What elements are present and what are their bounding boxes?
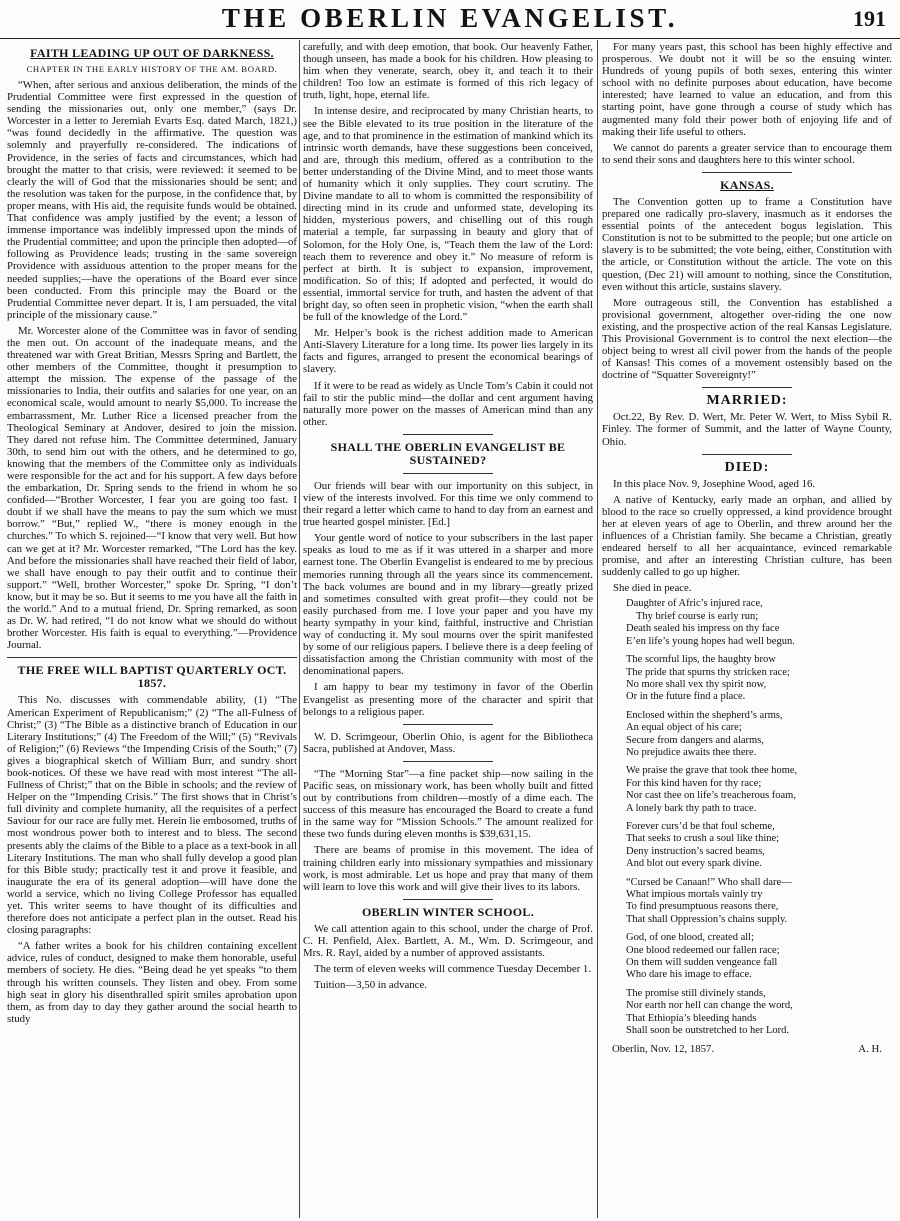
poem-line: Enclosed within the shepherd’s arms, (626, 709, 783, 721)
poem-line: Who dare his image to efface. (626, 969, 752, 981)
poem-stanza (626, 710, 892, 760)
masthead (0, 0, 900, 39)
poem-line: What impious mortals vainly try (626, 889, 763, 900)
newspaper-title: THE OBERLIN EVANGELIST. (221, 3, 679, 33)
paragraph: Tuition—3,50 in advance. (314, 979, 427, 992)
place-date: Oberlin, Nov. 12, 1857. (612, 1043, 715, 1056)
divider (403, 899, 493, 900)
paragraph: The Convention gotten up to frame a Constitution have prepared one radically pro-slavery, inasmuch as it endorses the essential points of the antecedent bogus legislation. This Constitution is not to be submitted to the people; but one article on slavery is to be submitted; the vote being, either, Constitution with the article, or Constitution without the article. The vote on this question, (Dec 21) will amount to nothing, since the Constitution, even without this article, sustains slavery. (602, 195, 892, 293)
section-title-died: DIED: (724, 459, 770, 475)
poem-line: The pride that spurns thy stricken race; (626, 666, 790, 678)
poem-line: No more shall vex thy spirit now, (626, 678, 767, 690)
paragraph: Your gentle word of notice to your subscribers in the last paper speaks as loud to me as if it was uttered in a sharper and more earnest tone. The Oberlin Evangelist is endeared to me by precious memories running through all the years since its commencement. The back volumes are bound and in my library—greatly prized and sometimes consulted with great profit—they could not be easily purchased from me. I love your paper and you have my hearty sympathy in your kind, faithful, instructive and Christian way of conducting it. My soul mourns over the spirit manifested by some of our religious papers. I believe there is a deep feeling of dissatisfaction among the Christian community with most of the denominational papers. (303, 532, 593, 678)
divider (403, 761, 493, 762)
poem-line: For this kind haven for thy race; (626, 777, 762, 789)
poem-line: That seeks to crush a soul like thine; (626, 833, 780, 845)
paragraph: Mr. Worcester alone of the Committee was in favor of sending the men out. On account of the inadequate means, and the threatened war with Great Britian, Messrs Spring and Bartlett, the other members of the Committee, thought it presumption to attempt the mission. The expense of the passage of the missionaries to India, their outfits and salaries for one year, on an economical scale, would amount to nearly $5,000. To increase the embarrassment, Mr. Luther Rice a licensed preacher from the Theological Seminary at Andover, desired to join the mission. They dared not refuse him. The Committee determined, January 30th, to send him out with the others, and he determined to go, knowing that the members of the Committee only as individuals were responsible for the act and for his support. A few days before the embarkation, Dr. Spring sends to the friend in whom he so confided—“Brother Worcester, I fear you are going too fast. I doubt if we shall have the means to pay the sum which we must borrow.” “But,” replied W., “there is money enough in the churches.” To which S. rejoined—“I know that very well. But how can we get at it? Mr. Worcester remarked, “The Lord has the key. And before the missionaries shall have reached their field of labor, we shall have enough to pay their outfit and to continue their support.” “Well, brother Worcester,” spoke Dr. Spring, “I don’t know, but it may be so. But it seems to me you have all the faith in the world.” And to a mutual friend, Dr. Spring remarked, as soon as Dr. W. had retired, “I do not know what we should do without brother Worcester. His faith is equal to everything.”—Providence Journal. (7, 324, 297, 652)
poem-line: God, of one blood, created all; (626, 932, 754, 944)
poem-line: That Ethiopia’s bleeding hands (626, 1012, 757, 1024)
paragraph: We call attention again to this school, under the charge of Prof. C. H. Penfield, Alex. Bartlett, A. M., Wm. D. Scrimgeour, and Mrs. R. Rayl, aided by a number of approved assistants. (303, 922, 593, 959)
poem-line: No prejudice awaits thee there. (626, 746, 757, 758)
poem-line: Daughter of Afric’s injured race, (626, 598, 763, 610)
divider (403, 434, 493, 435)
poem-line: On them will sudden vengeance fall (626, 957, 778, 969)
poem (626, 598, 892, 1037)
divider (702, 454, 792, 455)
paragraph: carefully, and with deep emotion, that book. Our heavenly Father, though unseen, has made a book for his children. How pleasing to him when they venerate, search, obey it, and teach it to their children! Too low an estimate is formed of this rich legacy of truth, light, hope, eternal life. (303, 41, 593, 102)
article-title-kansas: KANSAS. (720, 177, 774, 192)
poem-stanza (626, 988, 892, 1038)
paragraph: For many years past, this school has been highly effective and prosperous. We doubt not it will be so the ensuing winter. Hundreds of young pupils of both sexes, entering this winter school with no definite purposes about education, have become interested; have learned to value an education, and from this starting point, have gone through a course of study which has augmented many fold their power both of enjoying life and of making their life useful to others. (602, 41, 892, 138)
poem-stanza (626, 598, 892, 648)
poem-line: A lonely bark thy path to trace. (626, 802, 757, 814)
poem-line: The promise still divinely stands, (626, 987, 766, 999)
signature-line (602, 1043, 892, 1055)
poem-line: Shall soon be outstretched to her Lord. (626, 1025, 790, 1037)
divider (7, 657, 297, 658)
poem-line: Or in the future find a place. (626, 691, 746, 703)
poem-stanza (626, 654, 892, 704)
poem-line: Thy brief course is early run; (636, 610, 759, 622)
paragraph: “When, after serious and anxious deliberation, the minds of the Prudential Committee were first expressed in the question of sending the missionaries out, only one member,” (says Dr. Worcester in a letter to Jeremiah Evarts Esq. dated March, 1821,) “was found decidedly in the affirmative. The question was solemnly and prayerfully re-considered. The indications of Providence, in the series of facts and circumstances, which had brought the matter to that crisis, were reviewed: it seemed to be clearly the will of God that the missionaries should be sent; and the resolution was taken for the purpose, in the confidence that, by proper means, with His aid, the requisite funds would be obtained. That confidence was amply justified by the event; a lesson of immense importance was indelibly impressed upon the minds of the Prudential committee; and upon the principle then adopted—of following as Providence leads; trusting in the same sovereign Providence with assiduous attention to the proper means for the needed supplies;—have the operations of the Board ever since been conducted. From this principle may the Board or the Prudential Committee never depart. It is, I am persuaded, the vital principle of the missionary cause.” (7, 79, 297, 321)
paragraph: There are beams of promise in this movement. The idea of training children early into missionary sympathies and missionary work, is most admirable. Let us hope and pray that many of them will learn to love this work and will give their lives to its labors. (303, 844, 593, 893)
poem-line: “Cursed be Canaan!” Who shall dare— (626, 876, 792, 888)
author-initials: A. H. (858, 1043, 882, 1056)
paragraph: In this place Nov. 9, Josephine Wood, aged 16. (613, 477, 816, 490)
poem-line: One blood redeemed our fallen race; (626, 944, 780, 956)
poem-line: Death sealed his impress on thy face (626, 623, 780, 635)
column-3 (602, 41, 892, 1219)
paragraph: “A father writes a book for his children containing excellent advice, rules of conduct, designed to make them honorable, useful members of society. He dies. “Being dead he yet speaks “to them through his written counsels. They listen and obey. From some high seat in glory his disenthralled spirit smiles aprobation upon them, as from day to day they gather around the social hearth to study (7, 940, 297, 1025)
divider (403, 473, 493, 474)
paragraph: A native of Kentucky, early made an orphan, and allied by blood to the race so cruelly oppressed, a kind providence brought her at eleven years of age to Oberlin, and threw around her the influences of a Christian family. She became a Christian, greatly endeared herself to all her acquaintance, evinced remarkable promise, and after an interesting Christian culture, has been suddenly called to go up higher. (602, 493, 892, 579)
divider (403, 724, 493, 725)
page-number: 191 (853, 6, 886, 31)
article-title-freewill: THE FREE WILL BAPTIST QUARTERLY OCT. 1857. (17, 663, 287, 691)
paragraph: If it were to be read as widely as Uncle Tom’s Cabin it could not fail to stir the public mind—the dollar and cent argument having naturally more power on the masses of American mind than any other. (303, 379, 593, 428)
article-subtitle-faith: CHAPTER IN THE EARLY HISTORY OF THE AM. BOARD. (26, 64, 278, 74)
poem-stanza (626, 877, 892, 927)
column-rule (597, 40, 598, 1218)
divider (702, 387, 792, 388)
paragraph: W. D. Scrimgeour, Oberlin Ohio, is agent for the Bibliotheca Sacra, published at Andover, Mass. (303, 730, 593, 755)
paragraph: We cannot do parents a greater service than to encourage them to send their sons and daughters here to this winter school. (602, 141, 892, 166)
poem-stanza (626, 765, 892, 815)
article-title-faith: FAITH LEADING UP OUT OF DARKNESS. (30, 46, 274, 60)
poem-stanza (626, 932, 892, 982)
article-title-shall: SHALL THE OBERLIN EVANGELIST BE SUSTAINED? (330, 439, 566, 467)
poem-line: The scornful lips, the haughty brow (626, 654, 776, 666)
divider (702, 172, 792, 173)
paragraph: I am happy to bear my testimony in favor of the Oberlin Evangelist as presenting more of the character and spirit that belongs to a religious paper. (303, 681, 593, 718)
poem-line: And blot out every spark divine. (626, 858, 762, 870)
poem-line: To find presumptuous reasons there, (626, 901, 779, 913)
poem-stanza (626, 821, 892, 871)
poem-line: Nor earth nor hell can change the word, (626, 1000, 793, 1012)
paragraph: This No. discusses with commendable ability, (1) “The American Experiment of Republicanism;” (2) “The all-Fulness of Christ;” (3) “The Bible as a distinctive branch of Education in our Literary Institutions;” (4) The Freedom of the Will;” (5) “Revivals of Religion;” (6) Reviews “the Impending Crisis of the South;” (7) gives a biographical sketch of William Burr, and sundry short book-notices. Of these we have read with most interest “The all-Fullness of Christ;” that on the Bible in schools; and the review of Helper on the “Impending Crisis.” The first shows that in Christ’s full divinity and complete humanity, all the requisites of a perfect Saviour for our race are fully met. Herein lie embosomed, truths of most wondrous power both to interest and to bless. The second presents ably the claims of the Bible to a place as a text-book in all Literary Institutions. The man who shall fully develop a good plan for this Bible study; practically test it and prove it feasible, and inaugurate the era of its general adoption—will have done the world a service, which no living College Professor has equalled yet. This writer seems to have thought of its difficulties and therefore does not anticipate a perfect plan in the outset. Read his closing paragraphs: (7, 694, 297, 937)
paragraph: She died in peace. (613, 582, 692, 595)
poem-line: An equal object of his care; (626, 722, 742, 734)
poem-line: Forever curs’d be that foul scheme, (626, 820, 775, 832)
paragraph: “The “Morning Star”—a fine packet ship—now sailing in the Pacific seas, on missionary work, has been wholly built and fitted out by contributions from children—mostly of a dime each. The success of this measure has encouraged the Board to create a fund in the same way for “Mission Schools.” The amount realized for these two funds during eleven months is $39,631,15. (303, 767, 593, 841)
poem-line: We praise the grave that took thee home, (626, 765, 798, 777)
poem-line: Deny instruction’s sacred beams, (626, 845, 765, 857)
article-title-school: OBERLIN WINTER SCHOOL. (361, 904, 535, 919)
column-2 (303, 41, 593, 1219)
poem-line: Secure from dangers and alarms, (626, 734, 764, 746)
section-title-married: MARRIED: (706, 393, 788, 409)
poem-line: E’en life’s young hopes had well begun. (626, 635, 795, 647)
paragraph: Oct.22, By Rev. D. Wert, Mr. Peter W. Wert, to Miss Sybil R. Finley. The former of Summit, and the latter of Wayne County, Ohio. (602, 411, 892, 448)
paragraph: Mr. Helper’s book is the richest addition made to American Anti-Slavery Literature for a long time. Its power lies largely in its facts and figures, arranged to present the economical bearings of slavery. (303, 327, 593, 376)
paragraph: The term of eleven weeks will commence Tuesday December 1. (314, 963, 592, 976)
poem-line: Nor cast thee on life’s treacherous foam, (626, 790, 796, 802)
paragraph: Our friends will bear with our importunity on this subject, in view of the interests involved. For this time we only commend to their regard a letter which came to hand to day from an earnest and true hearted gospel minister. [Ed.] (303, 479, 593, 529)
paragraph: More outrageous still, the Convention has established a provisional government, altogether over-riding the one now existing, and the prospective action of the real Kansas Legislature. This Provisional Government is to control the next election—the object being to wrest all civil power from the hands of the people of Kansas! This comes of a movement ostensibly based on the doctrine of “Squatter Sovereignty!” (602, 296, 892, 382)
paragraph: In intense desire, and reciprocated by many Christian hearts, to see the Bible elevated to its true position in the literature of the age, and to that prominence in the estimation of mankind which its intrinsic worth demands, have these suggestions been conceived, and are, through this medium, offered as a contribution to the better understanding of the Divine Mind, and to meet those wants of humanity which it only supplies. They court scrutiny. The Divine mandate to all to whom is committed the responsibility of directing mind in its crude and unformed state, developing its hidden, mysterious powers, and chiselling out of this rough material a temple, far surpassing in beauty and glory that of Solomon, for the Holy One, is, “Teach them the law of the Lord: teach them to reverence and obey it.” No measure of reform is perfect at birth. It is subject to expansion, improvement, modification. So of this; If adopted and perfected, it would do essential, immortal service for truth, and hasten the advent of that bright day, so often seen in prophetic vision, “when the earth shall be full of the knowledge of the Lord.” (303, 105, 593, 324)
column-rule (299, 40, 300, 1218)
column-1 (7, 41, 297, 1219)
poem-line: That shall Oppression’s chains supply. (626, 913, 788, 925)
